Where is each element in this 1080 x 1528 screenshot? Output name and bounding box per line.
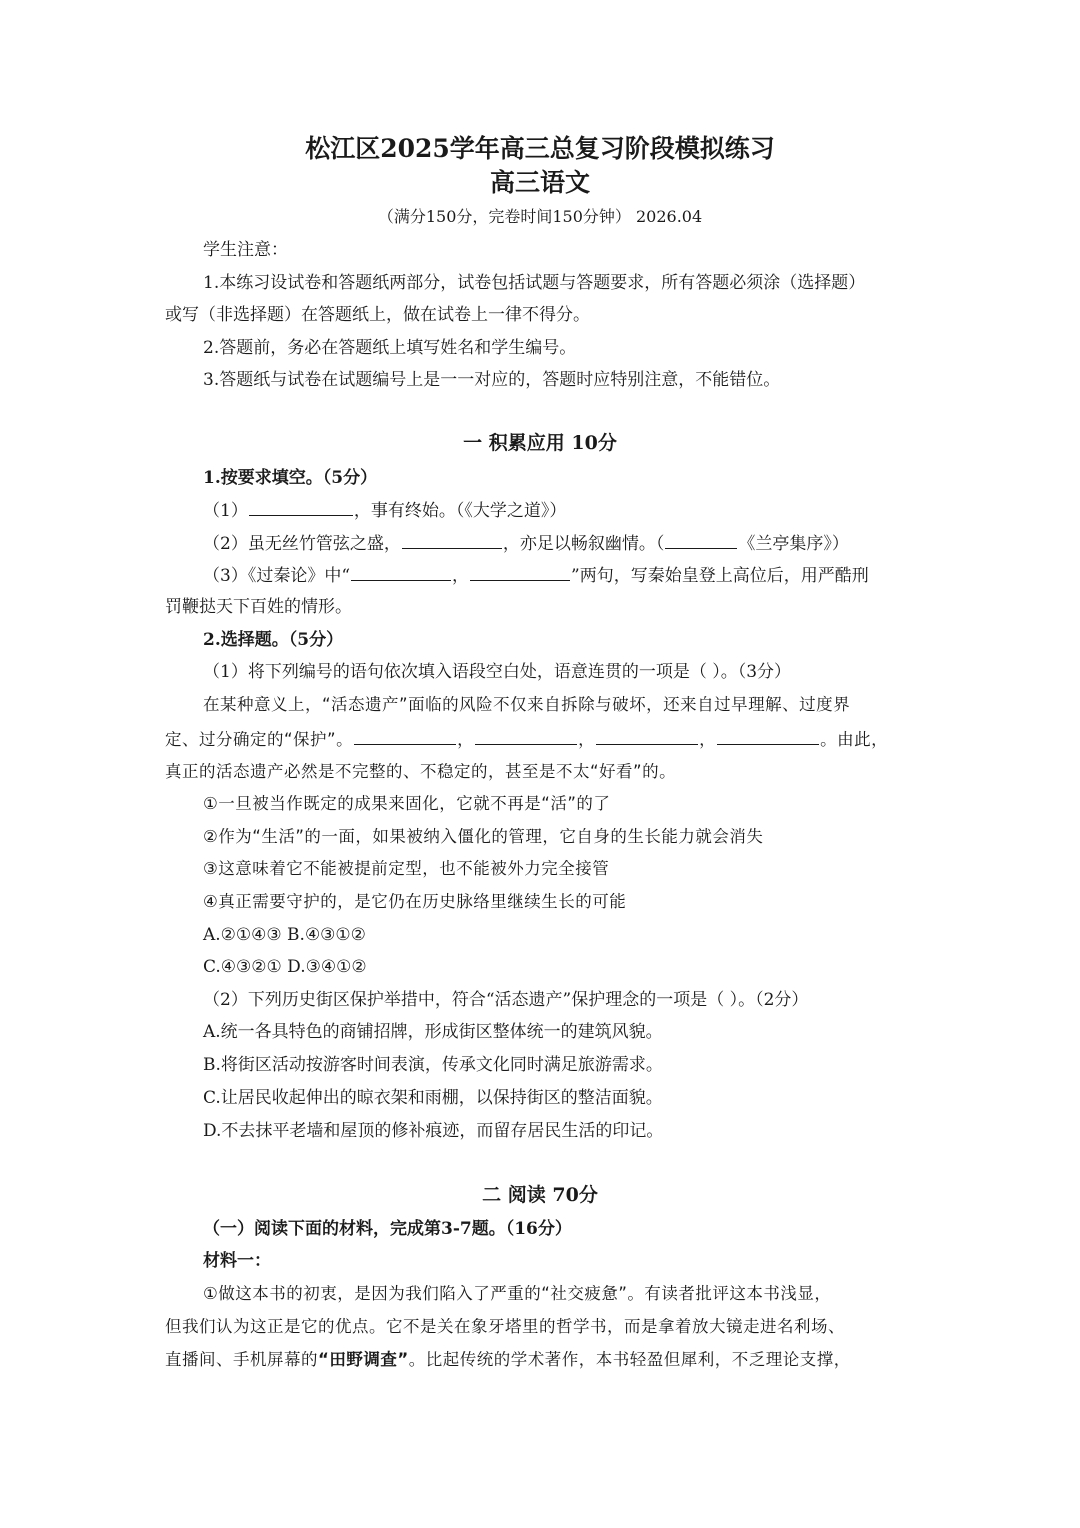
material-line-3 (165, 1349, 851, 1371)
comma: ， (699, 730, 717, 749)
question-1-part-2 (203, 532, 849, 555)
reading-part-1-title: （一）阅读下面的材料，完成第3-7题。（16分） (203, 1219, 572, 1239)
q1-p3-pre: （3）《过秦论》中“ (203, 566, 351, 586)
question-1-title: 1.按要求填空。（5分） (203, 468, 378, 488)
answer-blank[interactable] (475, 728, 577, 745)
question-2-sub-1: （1）将下列编号的语句依次填入语段空白处，语意连贯的一项是（ ）。（3分） (203, 662, 792, 682)
q1-p1-pre: （1） (203, 501, 248, 521)
passage-2-post: 。由此， (820, 730, 889, 749)
answer-blank[interactable] (717, 728, 819, 745)
material-3-bold: “田野调查” (318, 1350, 409, 1369)
passage-line-3: 真正的活态遗产必然是不完整的、不稳定的，甚至是不太“好看”的。 (165, 762, 677, 781)
notice-item-2: 2.答题前，务必在答题纸上填写姓名和学生编号。 (203, 338, 577, 358)
question-2-title: 2.选择题。（5分） (203, 630, 344, 650)
material-line-1: ①做这本书的初衷，是因为我们陷入了严重的“社交疲惫”。有读者批评这本书浅显， (203, 1284, 832, 1303)
option-d: D.不去抹平老墙和屋顶的修补痕迹，而留存居民生活的印记。 (203, 1121, 664, 1141)
exam-title: 松江区2025学年高三总复习阶段模拟练习 (305, 134, 775, 163)
question-2-sub-2: （2）下列历史街区保护举措中，符合“活态遗产”保护理念的一项是（ ）。（2分） (203, 990, 809, 1010)
section-1-heading: 一 积累应用 10分 (463, 432, 617, 454)
question-1-part-3-cont: 罚鞭挞天下百姓的情形。 (165, 597, 352, 617)
material-3-pre: 直播间、手机屏幕的 (165, 1350, 318, 1369)
material-line-2: 但我们认为这正是它的优点。它不是关在象牙塔里的哲学书，而是拿着放大镜走进名利场、 (165, 1317, 845, 1336)
comma: ， (457, 730, 475, 749)
material-3-post: 。比起传统的学术著作，本书轻盈但犀利，不乏理论支撑， (408, 1350, 851, 1369)
sentence-4: ④真正需要守护的，是它仍在历史脉络里继续生长的可能 (203, 892, 627, 911)
passage-line-2 (165, 728, 888, 751)
section-2-heading: 二 阅读 70分 (482, 1184, 598, 1206)
notice-item-1a: 1.本练习设试卷和答题纸两部分，试卷包括试题与答题要求，所有答题必须涂（选择题） (203, 273, 866, 293)
option-c: C.让居民收起伸出的晾衣架和雨棚，以保持街区的整洁面貌。 (203, 1088, 663, 1108)
answer-blank[interactable] (470, 564, 570, 581)
notice-heading: 学生注意： (203, 240, 288, 260)
q1-p2-post: 《兰亭集序》） (738, 534, 849, 554)
q1-p2-mid: ，亦足以畅叙幽情。（ (502, 534, 665, 554)
passage-2-pre: 定、过分确定的“保护”。 (165, 730, 354, 749)
answer-blank[interactable] (402, 532, 502, 549)
notice-item-3: 3.答题纸与试卷在试题编号上是一一对应的，答题时应特别注意，不能错位。 (203, 370, 781, 390)
answer-blank[interactable] (665, 532, 737, 549)
comma: ， (578, 730, 596, 749)
sentence-1: ①一旦被当作既定的成果来固化，它就不再是“活”的了 (203, 794, 611, 813)
exam-meta: （满分150分，完卷时间150分钟） 2026.04 (377, 207, 703, 226)
answer-blank[interactable] (596, 728, 698, 745)
sentence-2: ②作为“生活”的一面，如果被纳入僵化的管理，它自身的生长能力就会消失 (203, 827, 764, 846)
sentence-3: ③这意味着它不能被提前定型，也不能被外力完全接管 (203, 859, 610, 878)
question-1-part-1 (203, 499, 566, 522)
exam-subtitle: 高三语文 (489, 168, 590, 197)
q1-p3-mid: ， (452, 566, 470, 586)
notice-item-1b: 或写（非选择题）在答题纸上，做在试卷上一律不得分。 (165, 305, 590, 325)
q1-p1-post: ，事有终始。（《大学之道》） (353, 501, 567, 521)
answer-blank[interactable] (351, 564, 451, 581)
q1-p3-post: ”两句，写秦始皇登上高位后，用严酷刑 (571, 566, 869, 586)
option-b: B.将街区活动按游客时间表演，传承文化同时满足旅游需求。 (203, 1055, 663, 1075)
q1-p2-pre: （2）虽无丝竹管弦之盛， (203, 534, 401, 554)
answer-blank[interactable] (354, 728, 456, 745)
passage-line-1: 在某种意义上，“活态遗产”面临的风险不仅来自拆除与破坏，还来自过早理解、过度界 (203, 695, 851, 714)
options-ab: A.②①④③ B.④③①② (203, 925, 366, 945)
material-1-label: 材料一： (203, 1251, 271, 1271)
question-1-part-3 (203, 564, 869, 587)
answer-blank[interactable] (249, 499, 353, 516)
option-a: A.统一各具特色的商铺招牌，形成街区整体统一的建筑风貌。 (203, 1022, 663, 1042)
options-cd: C.④③②① D.③④①② (203, 957, 367, 977)
